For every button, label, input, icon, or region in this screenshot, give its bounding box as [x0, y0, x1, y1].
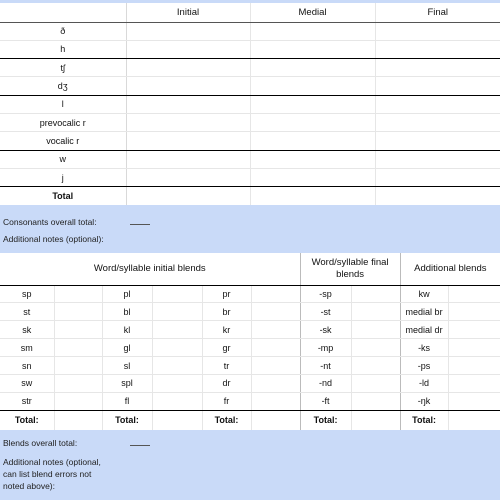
score-cell[interactable]: [375, 168, 500, 186]
total-cell[interactable]: [375, 187, 500, 205]
score-cell[interactable]: [54, 303, 102, 321]
score-cell[interactable]: [152, 303, 202, 321]
blend-label: -sk: [300, 321, 351, 339]
blend-label: pl: [102, 285, 152, 303]
blend-label: kw: [400, 285, 448, 303]
score-cell[interactable]: [351, 357, 400, 375]
score-cell[interactable]: [250, 113, 375, 131]
blend-row: [0, 285, 500, 303]
score-cell[interactable]: [152, 392, 202, 410]
column-header: Medial: [250, 3, 375, 22]
blend-row: [0, 339, 500, 357]
blend-row: [0, 357, 500, 375]
blend-label: -ŋk: [400, 392, 448, 410]
blend-label: sl: [102, 357, 152, 375]
total-cell[interactable]: [152, 410, 202, 430]
score-cell[interactable]: [448, 339, 500, 357]
blend-label: pr: [202, 285, 251, 303]
score-cell[interactable]: [250, 132, 375, 150]
score-cell[interactable]: [351, 339, 400, 357]
score-cell[interactable]: [448, 374, 500, 392]
header-additional-blends: Additional blends: [400, 253, 500, 285]
additional-notes-label-2: [3, 456, 101, 492]
blend-label: -sp: [300, 285, 351, 303]
total-cell[interactable]: [126, 187, 250, 205]
notes-line: noted above):: [3, 481, 55, 491]
score-cell[interactable]: [448, 303, 500, 321]
consonant-label: l: [0, 95, 126, 113]
consonant-label: ð: [0, 22, 126, 40]
blend-label: fr: [202, 392, 251, 410]
score-cell[interactable]: [351, 374, 400, 392]
blend-label: sw: [0, 374, 54, 392]
consonant-label: h: [0, 40, 126, 58]
score-cell[interactable]: [54, 339, 102, 357]
score-cell[interactable]: [250, 168, 375, 186]
blend-label: -nd: [300, 374, 351, 392]
blend-label: sp: [0, 285, 54, 303]
consonant-label: vocalic r: [0, 132, 126, 150]
consonant-row: [0, 40, 500, 58]
consonants-table: [0, 3, 500, 205]
score-cell[interactable]: [351, 285, 400, 303]
notes-line: Additional notes (optional,: [3, 457, 101, 467]
consonants-overall-label: Consonants overall total:: [3, 217, 97, 227]
score-cell[interactable]: [126, 132, 250, 150]
blend-label: -st: [300, 303, 351, 321]
score-cell[interactable]: [152, 339, 202, 357]
score-cell[interactable]: [152, 321, 202, 339]
score-cell[interactable]: [250, 59, 375, 77]
total-label: Total:: [300, 410, 351, 430]
score-cell[interactable]: [375, 77, 500, 95]
total-cell[interactable]: [251, 410, 300, 430]
score-cell[interactable]: [54, 392, 102, 410]
consonant-row: [0, 150, 500, 168]
blend-row: [0, 321, 500, 339]
score-cell[interactable]: [251, 339, 300, 357]
header-initial-blends: Word/syllable initial blends: [0, 253, 300, 285]
score-cell[interactable]: [54, 374, 102, 392]
consonant-row: [0, 132, 500, 150]
score-cell[interactable]: [54, 357, 102, 375]
score-cell[interactable]: [250, 22, 375, 40]
consonant-row: [0, 59, 500, 77]
score-cell[interactable]: [126, 168, 250, 186]
blend-label: gr: [202, 339, 251, 357]
score-cell[interactable]: [375, 95, 500, 113]
header-final-blends: Word/syllable final blends: [300, 253, 400, 285]
score-cell[interactable]: [251, 321, 300, 339]
score-cell[interactable]: [251, 374, 300, 392]
consonant-row: [0, 22, 500, 40]
blend-label: kr: [202, 321, 251, 339]
blend-label: -mp: [300, 339, 351, 357]
blends-table: [0, 253, 500, 430]
blend-row: [0, 392, 500, 410]
score-cell[interactable]: [250, 150, 375, 168]
additional-notes-label-1: Additional notes (optional):: [3, 234, 104, 244]
blend-label: -ld: [400, 374, 448, 392]
total-label: Total: [0, 187, 126, 205]
score-cell[interactable]: [152, 357, 202, 375]
blend-label: fl: [102, 392, 152, 410]
blends-overall-blank[interactable]: [130, 445, 150, 446]
score-cell[interactable]: [375, 59, 500, 77]
blend-label: spl: [102, 374, 152, 392]
consonant-label: j: [0, 168, 126, 186]
blend-label: -nt: [300, 357, 351, 375]
blend-label: dr: [202, 374, 251, 392]
blend-label: kl: [102, 321, 152, 339]
blend-label: bl: [102, 303, 152, 321]
column-header: Initial: [126, 3, 250, 22]
score-cell[interactable]: [448, 285, 500, 303]
score-cell[interactable]: [351, 303, 400, 321]
score-cell[interactable]: [251, 392, 300, 410]
blends-overall-label: Blends overall total:: [3, 438, 78, 448]
score-cell[interactable]: [351, 321, 400, 339]
score-cell[interactable]: [448, 392, 500, 410]
score-cell[interactable]: [126, 95, 250, 113]
consonants-header-row: [0, 3, 500, 22]
blend-label: -ft: [300, 392, 351, 410]
blend-label: sk: [0, 321, 54, 339]
blend-row: [0, 303, 500, 321]
consonant-label: dʒ: [0, 77, 126, 95]
score-cell[interactable]: [152, 374, 202, 392]
total-cell[interactable]: [250, 187, 375, 205]
consonant-row: [0, 95, 500, 113]
header-blank: [0, 3, 126, 22]
score-cell[interactable]: [126, 77, 250, 95]
blend-label: tr: [202, 357, 251, 375]
score-cell[interactable]: [126, 40, 250, 58]
score-cell[interactable]: [250, 77, 375, 95]
consonant-label: tʃ: [0, 59, 126, 77]
blend-label: sm: [0, 339, 54, 357]
score-cell[interactable]: [54, 321, 102, 339]
score-cell[interactable]: [126, 150, 250, 168]
score-cell[interactable]: [375, 22, 500, 40]
consonant-total-row: [0, 187, 500, 205]
total-label: Total:: [0, 410, 54, 430]
score-cell[interactable]: [126, 22, 250, 40]
score-cell[interactable]: [251, 285, 300, 303]
total-cell[interactable]: [351, 410, 400, 430]
score-cell[interactable]: [375, 113, 500, 131]
blend-row: [0, 374, 500, 392]
total-label: Total:: [102, 410, 152, 430]
score-cell[interactable]: [126, 113, 250, 131]
consonant-row: [0, 77, 500, 95]
score-cell[interactable]: [126, 59, 250, 77]
score-cell[interactable]: [250, 40, 375, 58]
blend-label: sn: [0, 357, 54, 375]
blend-label: medial br: [400, 303, 448, 321]
score-cell[interactable]: [152, 285, 202, 303]
consonants-overall-blank[interactable]: [130, 224, 150, 225]
blend-label: st: [0, 303, 54, 321]
total-label: Total:: [400, 410, 448, 430]
blends-header-row: [0, 253, 500, 285]
blend-label: gl: [102, 339, 152, 357]
consonant-row: [0, 113, 500, 131]
blend-label: medial dr: [400, 321, 448, 339]
column-header: Final: [375, 3, 500, 22]
consonant-label: prevocalic r: [0, 113, 126, 131]
score-cell[interactable]: [375, 150, 500, 168]
score-cell[interactable]: [448, 321, 500, 339]
blend-label: br: [202, 303, 251, 321]
blend-total-row: [0, 410, 500, 430]
total-cell[interactable]: [448, 410, 500, 430]
score-cell[interactable]: [448, 357, 500, 375]
total-cell[interactable]: [54, 410, 102, 430]
total-label: Total:: [202, 410, 251, 430]
score-cell[interactable]: [250, 95, 375, 113]
notes-line: can list blend errors not: [3, 469, 92, 479]
score-cell[interactable]: [251, 303, 300, 321]
score-cell[interactable]: [351, 392, 400, 410]
consonant-label: w: [0, 150, 126, 168]
blend-label: -ps: [400, 357, 448, 375]
score-cell[interactable]: [251, 357, 300, 375]
score-cell[interactable]: [375, 132, 500, 150]
blend-label: -ks: [400, 339, 448, 357]
consonant-row: [0, 168, 500, 186]
score-cell[interactable]: [54, 285, 102, 303]
score-cell[interactable]: [375, 40, 500, 58]
blend-label: str: [0, 392, 54, 410]
